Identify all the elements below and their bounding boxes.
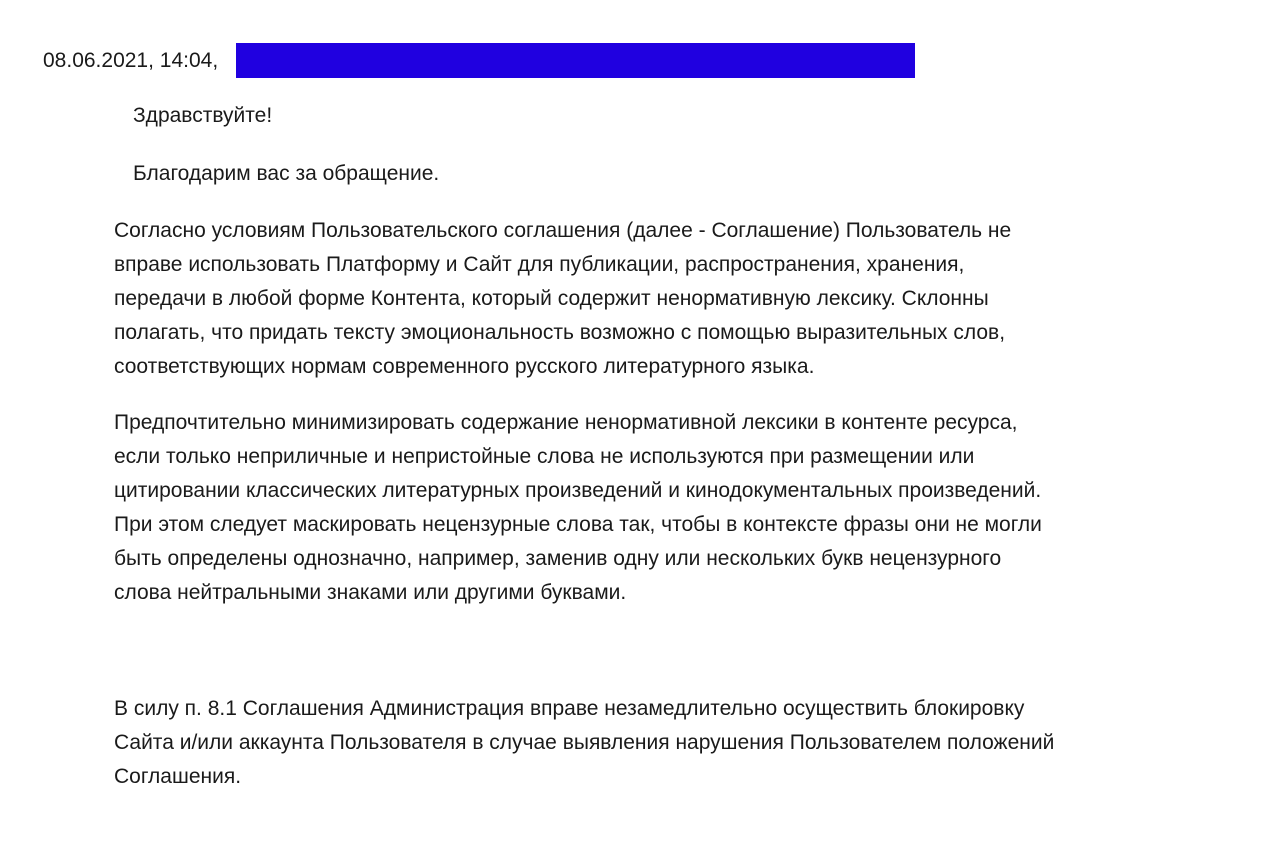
profanity-guidance-paragraph: Предпочтительно минимизировать содержание ненормативной лексики в контенте ресурса, если только неприличные и непристойные слова не используются при размещении или цитировании классических литературных произведений и кинодокументальных произведений. При этом следует маскировать нецензурные слова так, чтобы в контексте фразы они не могли быть определены однозначно, например, заменив одну или нескольких букв нецензурного слова нейтральными знаками или другими буквами. [114,411,1042,604]
message-header [43,44,218,78]
thanks-text: Благодарим вас за обращение. [133,162,440,185]
agreement-paragraph: Согласно условиям Пользовательского соглашения (далее - Соглашение) Пользователь не вправе использовать Платформу и Сайт для публикации, распространения, хранения, передачи в любой форме Контента, который содержит ненормативную лексику. Склонны полагать, что придать тексту эмоциональность возможно с помощью выразительных слов, соответствующих нормам современного русского литературного языка. [114,219,1012,378]
blocking-paragraph: В силу п. 8.1 Соглашения Администрация вправе незамедлительно осуществить блокировку Сайта и/или аккаунта Пользователя в случае выявления нарушения Пользователем положений Соглашения. [114,697,1055,788]
greeting-text: Здравствуйте! [133,104,273,127]
redaction-bar [236,43,915,78]
message-datetime: 08.06.2021, 14:04, [43,49,219,72]
